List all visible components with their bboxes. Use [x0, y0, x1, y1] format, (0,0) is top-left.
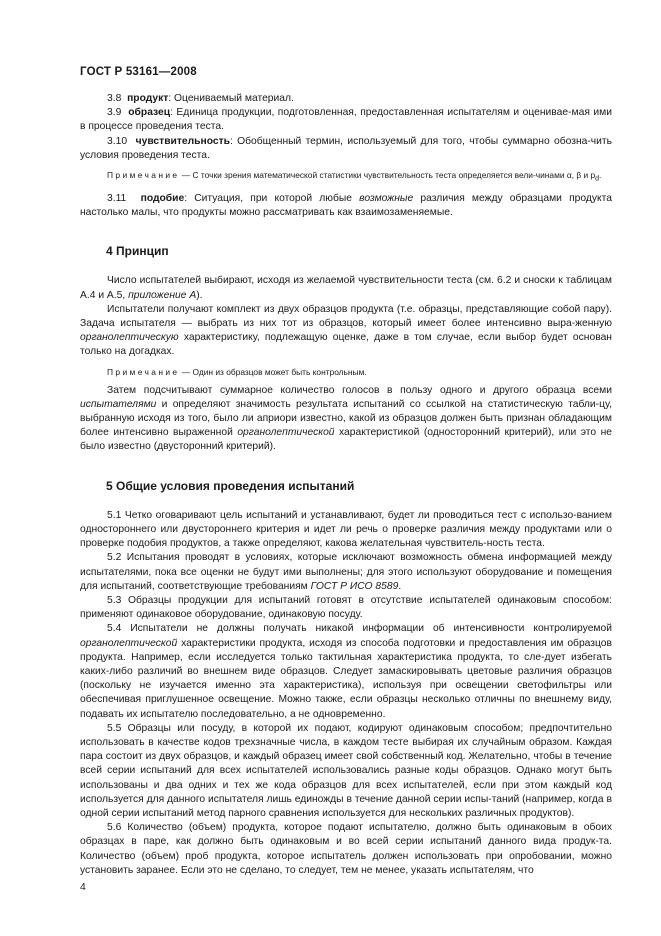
term: чувствительность — [135, 135, 230, 147]
term: подобие — [140, 192, 185, 204]
clause-5-2: 5.2 Испытания проводят в условиях, которые исключают возможность обмена информацией между испытателями, пока все оценки не будут ими выполнены; для этого используют оборудование и помещения для испытаний, соответствующие требованиям ГОСТ Р ИСО 8589. — [80, 552, 612, 592]
document-body — [80, 92, 612, 878]
clause-5-6: 5.6 Количество (объем) продукта, которое подают испытателю, должно быть одинаковым в обоих образцах в паре, как должно быть одинаковым и во всей серии испытаний данного вида продук-та. Количество (объем) проб продукта, которое испытатель должен использовать при опробовании, можно установить заранее. Если это не сделано, то следует, тем не менее, указать испытателям, что — [80, 822, 612, 876]
section-4-para-3: Затем подсчитывают суммарное количество голосов в пользу одного и другого образца всеми испытателями и определяют значимость результата испытаний со ссылкой на статистическую табли-цу, выбранную исходя из того, было ли априори известно, какой из образцов должен быть признан обладающим более интенсивно выраженной органолептической характеристикой (односторонний критерий), или это не было известно (двусторонний критерий). — [80, 384, 612, 453]
clause-5-5: 5.5 Образцы или посуду, в которой их подают, кодируют одинаковым способом; предпочтительно использовать в качестве кодов трехзначные числа, в каждом тесте выбирая их случайным образом. Каждая пара состоит из двух образцов, и каждый образец имеет свой собственный код. Желательно, чтобы в течение всей серии испытаний для всех испытателей использовались разные коды образцов. Однако могут быть использованы и два одних и тех же кода образцов для всех испытателей, если при этом каждый код используется для данного испытателя лишь единожды в течение данной серии испы-таний (например, когда в одной серии испытаний метод парного сравнения используется для нескольких различных продуктов). — [80, 722, 612, 819]
definition-3-11: 3.11 подобие: Ситуация, при которой любые возможные различия между образцами продукта настолько малы, что продукты можно рассматривать как взаимозаменяемые. — [80, 192, 612, 218]
term: продукт — [127, 93, 169, 104]
section-4-para-1: Число испытателей выбирают, исходя из желаемой чувствительности теста (см. 6.2 и сноски к таблицам А.4 и А.5, приложение А). — [80, 275, 612, 301]
clause-5-1: 5.1 Четко оговаривают цель испытаний и устанавливают, будет ли проводиться тест с использо-ванием одностороннего или двустороннего критерия и идет ли речь о проверке различия между продуктами или о проверке подобия продуктов, а также определяют, какова желательная чувствитель-ность теста. — [80, 509, 612, 550]
definition-3-8: 3.8 продукт: Оцениваемый материал. — [107, 93, 294, 104]
definition-3-9: 3.9 образец: Единица продукции, подготовленная, предоставленная испытателям и оценивае-мая ими в процессе проведения теста. — [80, 107, 612, 133]
clause-5-3: 5.3 Образцы продукции для испытаний готовят в отсутствие испытателей одинаковым способом: применяют одинаковое оборудование, одинаковую посуду. — [80, 594, 612, 621]
term: образец — [128, 107, 171, 119]
note-sensitivity: Примечание — С точки зрения математической статистики чувствительность теста определяется вели-чинами α, β и $p_d$. — [107, 170, 602, 183]
definition-3-10: 3.10 чувствительность: Обобщенный термин, используемый для того, чтобы суммарно обозна-чить условия проведения теста. — [80, 135, 612, 161]
section-4-para-2: Испытатели получают комплект из двух образцов продукта (т.е. образцы, представляющие собой пару). Задача испытателя — выбрать из них тот из образцов, который имеет более интенсивно выра-женную органолептическую характеристику, подлежащую оценке, даже в том случае, если выбор будет основан только на догадках. — [80, 303, 612, 358]
page-number: 4 — [80, 882, 86, 893]
note-control-sample: Примечание — Один из образцов может быть контрольным. — [107, 366, 367, 377]
section-4-title: 4 Принцип — [106, 244, 169, 259]
document-header: ГОСТ Р 53161—2008 — [80, 66, 197, 78]
section-5-title: 5 Общие условия проведения испытаний — [106, 478, 355, 493]
clause-5-4: 5.4 Испытатели не должны получать никакой информации об интенсивности контролируемой органолептической характеристики продукта, исходя из способа подготовки и предоставления им образцов продукта. Например, если исследуется только тактильная характеристика продукта, то сле-дует избегать каких-либо различий во внешнем виде образцов. Следует замаскировывать цветовые различия образцов (поскольку не изучается именно эта характеристика), используя при освещении светофильтры или обеспечивая приглушенное освещение. Можно также, если образцы несколько отличны по внешнему виду, подавать их испытателю последовательно, а не одновременно. — [80, 623, 612, 720]
